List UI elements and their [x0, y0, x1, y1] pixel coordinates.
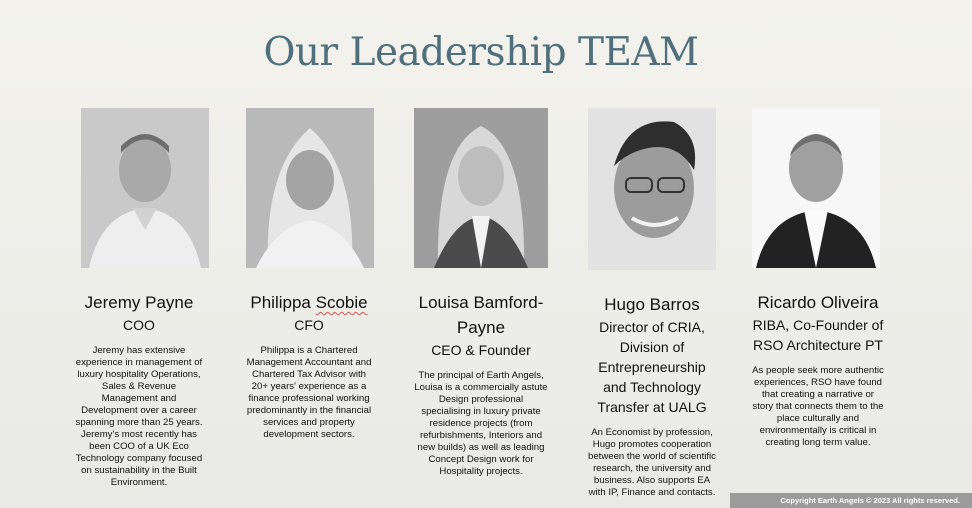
- team-member-jeremy-payne: [75, 108, 203, 489]
- member-bio: As people seek more authentic experiences, RSO have found that creating a narrative or story that connects them to the place culturally and environmentally is critical in creating long term value.: [752, 365, 884, 448]
- member-name-first: Philippa: [250, 293, 316, 312]
- team-member-philippa-scobie: [244, 108, 374, 441]
- member-bio: The principal of Earth Angels, Louisa is a commercially astute Design professional specialising in luxury private residence projects (from refurbishments, Interiors and new builds) as well as leading Concept Design work for Hospitality projects.: [414, 370, 548, 477]
- portrait-image: [81, 108, 209, 268]
- member-photo: [752, 108, 880, 268]
- copyright-footer: Copyright Earth Angels © 2023 All rights reserved.: [730, 493, 972, 508]
- member-bio: An Economist by profession, Hugo promotes cooperation between the world of scientific research, the university and business. Also supports EA with IP, Finance and contacts.: [588, 427, 716, 498]
- team-member-ricardo-oliveira: [752, 108, 884, 449]
- portrait-image: [752, 108, 880, 268]
- member-role: RIBA, Co-Founder of RSO Architecture PT: [752, 317, 884, 353]
- member-name: [244, 290, 374, 315]
- portrait-image: [246, 108, 374, 268]
- member-bio: Philippa is a Chartered Management Accountant and Chartered Tax Advisor with 20+ years' experience as a finance professional working predominantly in the financial services and property development sectors.: [246, 345, 372, 440]
- member-name: Jeremy Payne: [84, 293, 194, 312]
- member-photo: [414, 108, 548, 268]
- member-photo: [81, 108, 209, 268]
- member-role: Director of CRIA, Division of Entrepreneurship and Technology Transfer at UALG: [597, 319, 707, 415]
- member-photo: [246, 108, 374, 268]
- team-member-louisa-bamford-payne: [414, 108, 548, 478]
- member-name-last: Scobie: [315, 293, 368, 312]
- portrait-image: [414, 108, 548, 268]
- portrait-image: [588, 108, 716, 270]
- member-role: COO: [123, 317, 155, 333]
- member-role: CEO & Founder: [431, 342, 531, 358]
- member-bio: Jeremy has extensive experience in management of luxury hospitality Operations, Sales & Revenue Management and Development over a career spanning more than 25 years. Jeremy's most recently has been COO of a UK Eco Technology company focused on sustainability in the Built Environment.: [75, 345, 203, 488]
- member-name: Ricardo Oliveira: [757, 293, 879, 312]
- page-title: Our Leadership TEAM: [263, 30, 699, 75]
- member-photo: [588, 108, 716, 270]
- member-role: CFO: [294, 317, 324, 333]
- member-name: Hugo Barros: [604, 295, 700, 314]
- team-member-hugo-barros: [587, 108, 717, 499]
- member-name: Louisa Bamford-Payne: [418, 293, 544, 337]
